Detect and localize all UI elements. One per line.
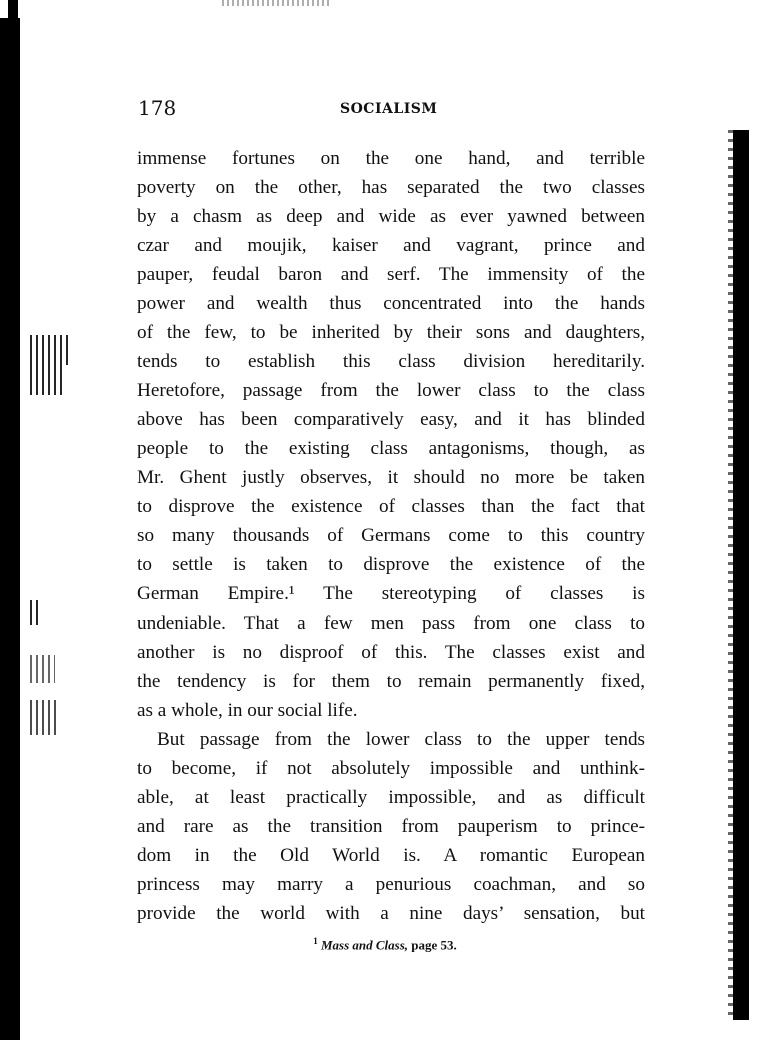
text-line: princess may marry a penurious coachman, and so [137,873,645,895]
text-line: people to the existing class antagonisms, though, as [137,438,645,460]
scan-speckle [30,700,60,735]
text-line: to become, if not absolutely impossible and unthink- [137,757,645,779]
footnote [0,936,757,953]
footnote-title: Mass and Class, [320,937,409,953]
scan-speckle [30,335,70,365]
text-line: to disprove the existence of classes than the fact that [137,496,645,518]
text-line: Heretofore, passage from the lower class to the class [137,380,645,402]
text-line: and rare as the transition from pauperism to prince- [137,815,645,837]
text-line: czar and moujik, kaiser and vagrant, prince and [137,235,645,257]
text-line: the tendency is for them to remain permanently fixed, [137,670,645,692]
body-text [137,144,645,928]
running-head: SOCIALISM [340,101,438,117]
text-line: above has been comparatively easy, and it has blinded [137,409,645,431]
text-line: dom in the Old World is. A romantic European [137,844,645,866]
text-line: power and wealth thus concentrated into the hands [137,293,645,315]
scan-speckle [30,365,65,395]
scan-edge-left [0,18,20,1040]
text-line: so many thousands of Germans come to this country [137,525,645,547]
text-line: as a whole, in our social life. [137,699,358,721]
scan-edge-right [733,130,749,1020]
text-line: poverty on the other, has separated the two classes [137,177,645,199]
text-line: by a chasm as deep and wide as ever yawned between [137,206,645,228]
text-line: able, at least practically impossible, and as difficult [137,786,645,808]
footnote-marker: 1 [313,936,318,946]
text-line: German Empire.¹ The stereotyping of classes is [137,583,645,605]
scan-speckle [30,600,40,625]
text-line: Mr. Ghent justly observes, it should no more be taken [137,467,645,489]
text-line: tends to establish this class division hereditarily. [137,351,645,373]
text-line: undeniable. That a few men pass from one class to [137,612,645,634]
text-line: pauper, feudal baron and serf. The immensity of the [137,264,645,286]
scan-edge-left-top [8,0,18,30]
text-line: But passage from the lower class to the upper tends [157,728,645,750]
text-line: immense fortunes on the one hand, and terrible [137,148,645,169]
text-line: another is no disproof of this. The classes exist and [137,641,645,663]
page-number: 178 [138,96,177,120]
scan-speckle-top [222,0,332,6]
text-line: provide the world with a nine days’ sensation, but [137,902,645,924]
text-line: to settle is taken to disprove the existence of the [137,554,645,576]
scan-speckle [30,655,55,683]
text-line: of the few, to be inherited by their sons and daughters, [137,322,645,344]
footnote-page: page 53. [411,937,457,953]
